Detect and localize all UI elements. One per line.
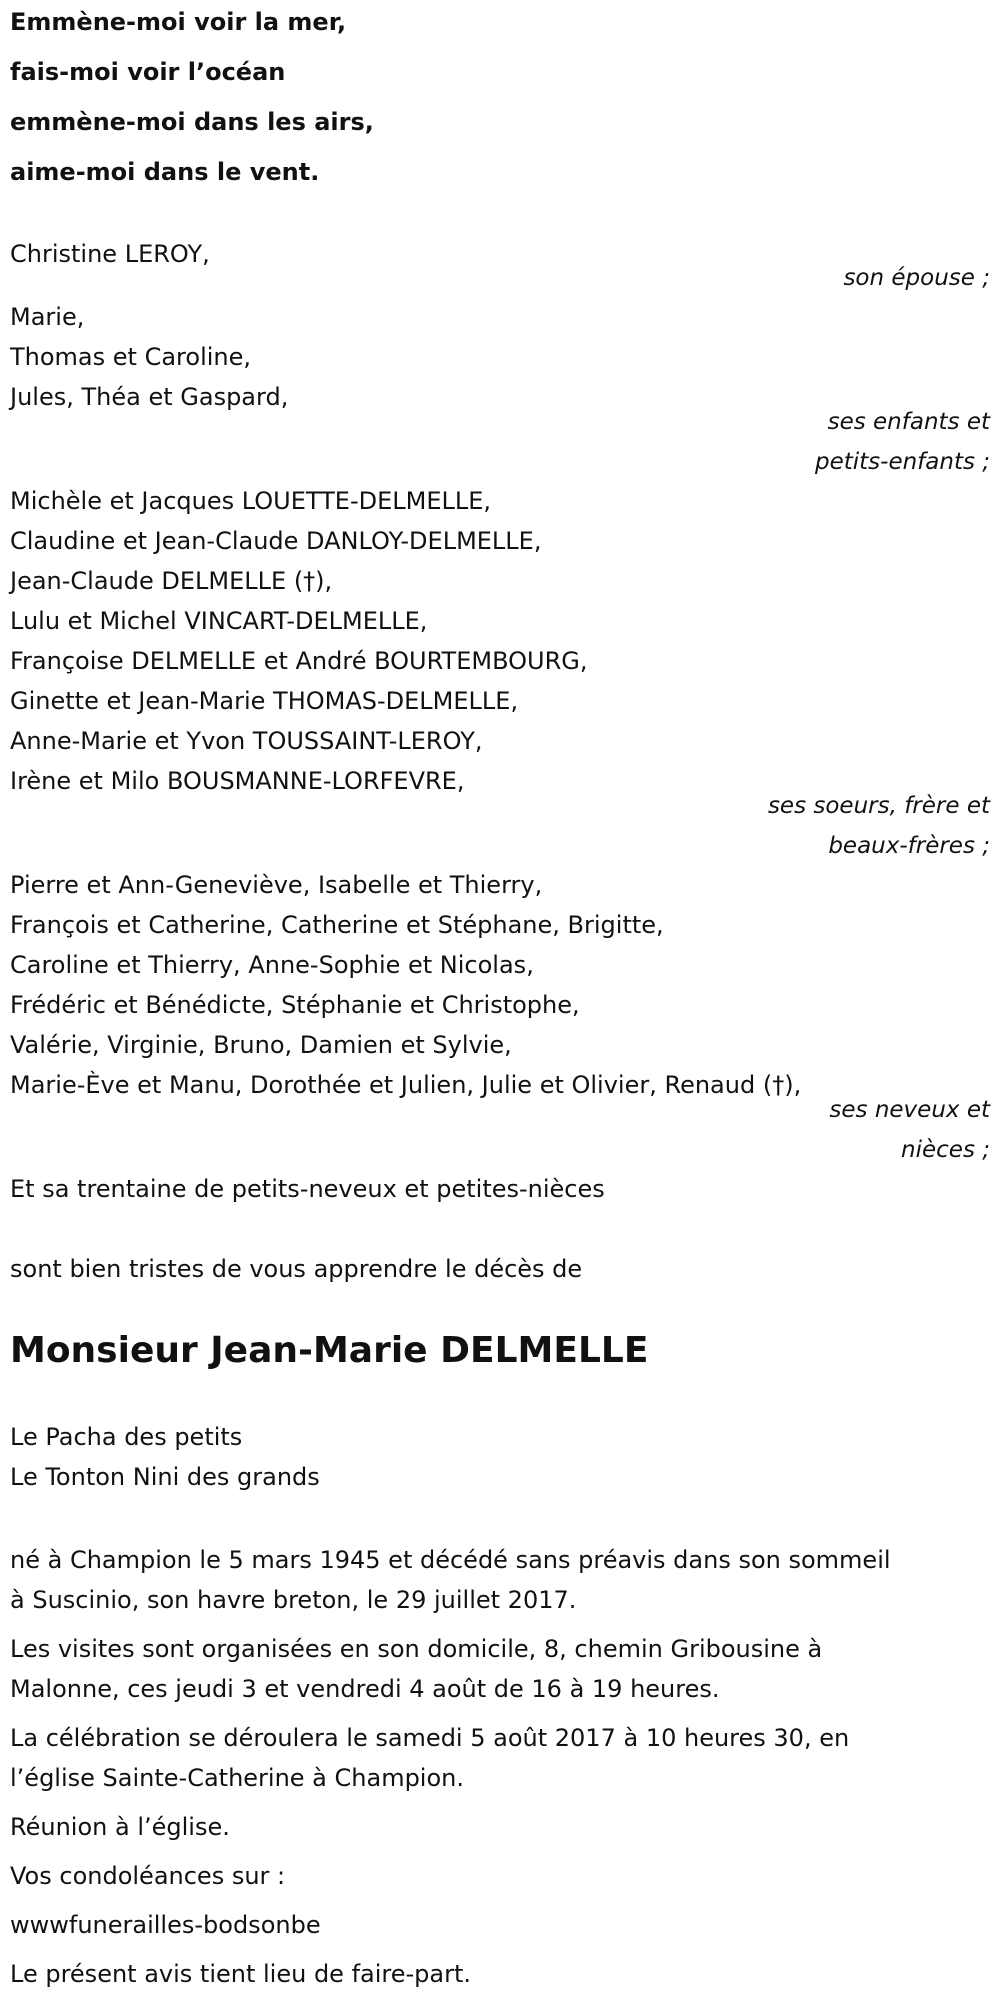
- poem-line: fais-moi voir l’océan: [10, 58, 286, 86]
- nephews-relation: nièces ;: [901, 1137, 990, 1163]
- faire-part-note: Le présent avis tient lieu de faire-part.: [10, 1960, 472, 1988]
- children-relation: ses enfants et: [827, 409, 990, 435]
- nickname-line: Le Tonton Nini des grands: [10, 1463, 320, 1491]
- condolences-website: wwwfunerailles-bodsonbe: [10, 1911, 321, 1939]
- nephew-names: Pierre et Ann-Geneviève, Isabelle et Thierry,: [10, 871, 543, 899]
- sibling-name: Anne-Marie et Yvon TOUSSAINT-LEROY,: [10, 727, 483, 755]
- spouse-name: Christine LEROY,: [10, 240, 210, 268]
- visits-info: Les visites sont organisées en son domicile, 8, chemin Gribousine à: [10, 1635, 823, 1663]
- sibling-name: Lulu et Michel VINCART-DELMELLE,: [10, 607, 428, 635]
- nephew-names: Caroline et Thierry, Anne-Sophie et Nicolas,: [10, 951, 534, 979]
- nickname-line: Le Pacha des petits: [10, 1423, 243, 1451]
- child-name: Thomas et Caroline,: [10, 343, 252, 371]
- sibling-name: Jean-Claude DELMELLE (†),: [10, 567, 333, 595]
- grand-nephews-line: Et sa trentaine de petits-neveux et petites-nièces: [10, 1175, 605, 1203]
- ceremony-info: La célébration se déroulera le samedi 5 août 2017 à 10 heures 30, en: [10, 1724, 850, 1752]
- child-name: Jules, Théa et Gaspard,: [10, 383, 289, 411]
- nephew-names: François et Catherine, Catherine et Stéphane, Brigitte,: [10, 911, 664, 939]
- child-name: Marie,: [10, 303, 85, 331]
- sibling-name: Irène et Milo BOUSMANNE-LORFEVRE,: [10, 767, 465, 795]
- deceased-name: Monsieur Jean-Marie DELMELLE: [10, 1330, 649, 1371]
- announcement-line: sont bien tristes de vous apprendre le décès de: [10, 1255, 583, 1283]
- nephew-names: Marie-Ève et Manu, Dorothée et Julien, Julie et Olivier, Renaud (†),: [10, 1071, 802, 1099]
- siblings-relation: ses soeurs, frère et: [767, 793, 990, 819]
- ceremony-info: l’église Sainte-Catherine à Champion.: [10, 1764, 464, 1792]
- sibling-name: Michèle et Jacques LOUETTE-DELMELLE,: [10, 487, 492, 515]
- sibling-name: Françoise DELMELLE et André BOURTEMBOURG,: [10, 647, 588, 675]
- visits-info: Malonne, ces jeudi 3 et vendredi 4 août de 16 à 19 heures.: [10, 1675, 720, 1703]
- nephew-names: Valérie, Virginie, Bruno, Damien et Sylvie,: [10, 1031, 512, 1059]
- siblings-relation: beaux-frères ;: [828, 833, 990, 859]
- poem-line: aime-moi dans le vent.: [10, 158, 320, 186]
- meeting-info: Réunion à l’église.: [10, 1813, 230, 1841]
- children-relation: petits-enfants ;: [814, 449, 990, 475]
- nephew-names: Frédéric et Bénédicte, Stéphanie et Christophe,: [10, 991, 580, 1019]
- spouse-relation: son épouse ;: [843, 265, 990, 291]
- sibling-name: Claudine et Jean-Claude DANLOY-DELMELLE,: [10, 527, 542, 555]
- poem-line: emmène-moi dans les airs,: [10, 108, 374, 136]
- condolences-label: Vos condoléances sur :: [10, 1862, 286, 1890]
- birth-death-info: à Suscinio, son havre breton, le 29 juillet 2017.: [10, 1586, 577, 1614]
- birth-death-info: né à Champion le 5 mars 1945 et décédé sans préavis dans son sommeil: [10, 1546, 891, 1574]
- poem-line: Emmène-moi voir la mer,: [10, 8, 347, 36]
- nephews-relation: ses neveux et: [829, 1097, 990, 1123]
- sibling-name: Ginette et Jean-Marie THOMAS-DELMELLE,: [10, 687, 519, 715]
